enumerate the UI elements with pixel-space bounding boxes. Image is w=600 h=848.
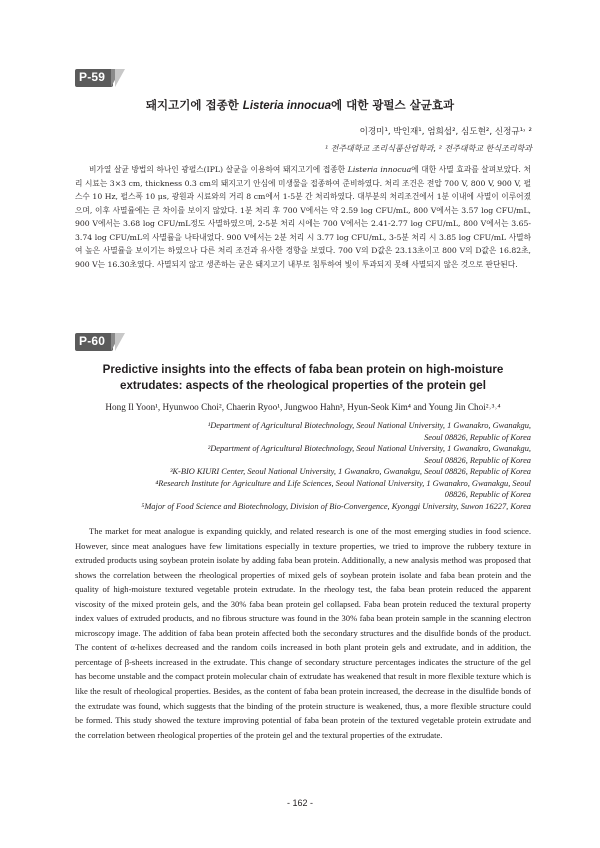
p60-affiliation-line: ²Department of Agricultural Biotechnology, Seoul National University, 1 Gwanakro, Gwanakgu, bbox=[207, 444, 531, 453]
p59-title-before: 돼지고기에 접종한 bbox=[145, 98, 243, 112]
p59-badge bbox=[75, 69, 121, 87]
p59-authors: 이경미¹, 박인재¹, 엄희섭², 심도현², 신정규¹˒ ² bbox=[359, 127, 532, 137]
p59-abstract-italic: Listeria innocua bbox=[347, 165, 412, 174]
p60-badge bbox=[75, 333, 121, 351]
p60-affiliation-line: 08826, Republic of Korea bbox=[444, 490, 531, 499]
p60-title-line1: Predictive insights into the effects of faba bean protein on high-moisture bbox=[102, 363, 504, 376]
p60-affiliation-line: ⁴Research Institute for Agriculture and Life Sciences, Seoul National University, 1 Gwanakro, Gwanakgu, Seoul bbox=[155, 478, 531, 488]
p60-abstract: The market for meat analogue is expanding quickly, and related research is one of the most emerging studies in food science. However, since meat analogues have few limitations especially in texture properties, we tried to improve the rubbery texture in extruded products using soybean protein isolate by adding faba bean protein. Additionally, a new analysis method was proposed that shows the correlation between the rheological properties of mixed gels of soybean protein isolate and faba bean protein and the quality of high-moisture textured vegetable protein extrudate. In the rheology test, the faba bean protein reduced the apparent viscosity of the mixed protein gels, and the 30% faba bean protein gel collapsed. Faba bean protein reduced the textural property index values of extruded products, and no fibrous structure was found in the 30% faba bean protein sample in the scanning electron microscopy image. The addition of faba bean protein affected both the secondary structures and the disulfide bonds of the product. The content of α-helixes decreased and the random coils increased in both plant protein gels and extrudate, and in addition, the percentage of β-sheets increased in the extrudate. This change of secondary structure percentages indicates the structure of the gel has become unstable and the compact protein molecular chain of extrudate has weakened that result in more flexible texture which is like the result of rheological properties. Besides, as the content of faba bean protein increased, the decrease in the disulfide bonds of the extrudate was found, which suggests that the binding of the protein structure is weakened, thus, a more flexible structure could be formed. This study showed the texture improving potential of faba bean protein of the textured vegetable protein extrudate and the correlation between rheological properties of the protein gel and the textural properties of the extrudate. bbox=[75, 526, 531, 740]
p59-title-after: 에 대한 광펄스 살균효과 bbox=[330, 98, 455, 112]
p60-affiliation-line: ³K-BIO KIURI Center, Seoul National University, 1 Gwanakro, Gwanakgu, Seoul 08826, Republic of Korea bbox=[169, 467, 531, 476]
p59-abstract-part1: 비가열 살균 방법의 하나인 광펄스(IPL) 살균을 이용하여 돼지고기에 접종한 bbox=[89, 165, 348, 174]
p60-badge-label: P-60 bbox=[79, 334, 106, 348]
p59-abstract-part2: 에 대한 사멸 효과를 살펴보았다. 처리 시료는 3×3 cm, thickness 0.3 cm의 돼지고기 안심에 미생물을 접종하여 준비하였다. 처리 조건은 전압 700 V, 800 V, 900 V, 펄스수 10 Hz, 펄스폭 10 μs, 광원과 시료와의 거리 8 cm에서 1-5분 간 처리하였다. 대부분의 처리조건에서 1분 이내에 사멸이 이루어졌으며, 이후 사멸률에는 큰 차이를 보이지 않았다. 1분 처리 후 700 V에서는 약 2.59 log CFU/mL, 800 V에서는 3.57 log CFU/mL, 900 V에서는 3.68 log CFU/mL정도 사멸하였으며, 2-5분 처리 시에는 700 V에서는 2.41-2.77 log CFU/mL, 800 V에서는 3.65-3.74 log CFU/mL의 사멸률을 나타내었다. 900 V에서는 2분 처리 시 3.77 log CFU/mL, 3-5분 처리 시 3.85 log CFU/mL 사멸하여 높은 사멸률을 보이기는 하였으나 다른 처리 조건과 유사한 경향을 보였다. 700 V의 D값은 23.13초이고 800 V의 D값은 16.82초, 900 V는 16.30초였다. 사멸되지 않고 생존하는 균은 돼지고기 내부로 침투하여 빛이 투과되지 못해 사멸되지 않은 것으로 판단된다. bbox=[75, 165, 531, 269]
p60-title bbox=[75, 362, 531, 394]
p60-affiliation-line: ⁵Major of Food Science and Biotechnology, Division of Bio-Convergence, Kyonggi University, Suwon 16227, Korea bbox=[141, 501, 531, 511]
p59-affiliation: ¹ 전주대학교 조리식품산업학과, ² 전주대학교 한식조리학과 bbox=[324, 144, 532, 153]
p60-affiliation-line: Seoul 08826, Republic of Korea bbox=[424, 432, 531, 442]
p59-abstract bbox=[75, 163, 531, 271]
p60-affiliations bbox=[75, 420, 531, 512]
p60-affiliation-line: ¹Department of Agricultural Biotechnology, Seoul National University, 1 Gwanakro, Gwanakgu, bbox=[207, 421, 531, 430]
p59-title-italic: Listeria innocua bbox=[242, 100, 331, 112]
p60-title-line2: extrudates: aspects of the rheological properties of the protein gel bbox=[120, 379, 486, 392]
p59-badge-label: P-59 bbox=[79, 70, 106, 84]
p60-affiliation-line: Seoul 08826, Republic of Korea bbox=[424, 455, 531, 465]
p59-title bbox=[75, 97, 525, 113]
page-number: - 162 - bbox=[286, 798, 313, 808]
p60-authors: Hong Il Yoon¹, Hyunwoo Choi², Chaerin Ryoo¹, Jungwoo Hahn³, Hyun-Seok Kim⁴ and Young Jin Choi²˒³˒⁴ bbox=[105, 402, 501, 412]
